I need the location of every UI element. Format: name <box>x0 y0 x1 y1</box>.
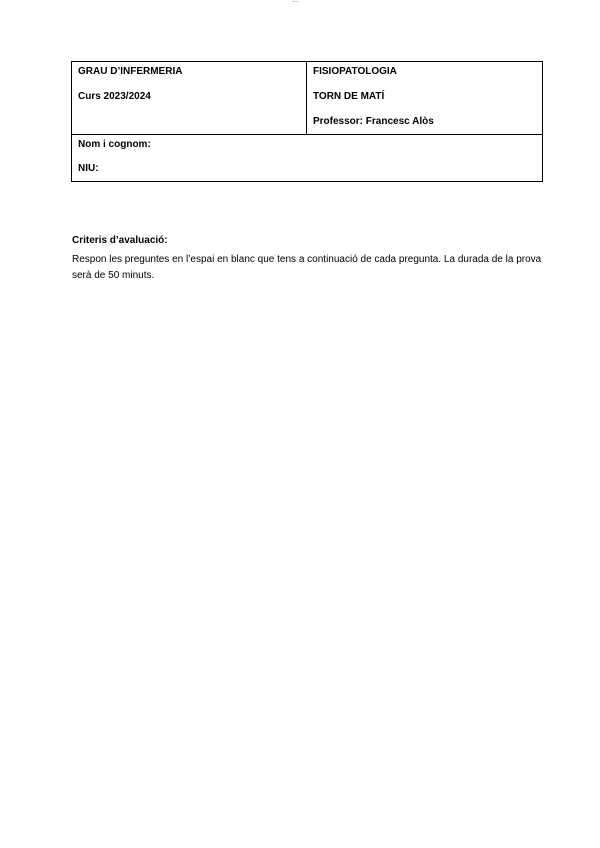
exam-info-table <box>71 61 543 182</box>
exam-info-row <box>72 62 543 135</box>
name-field-label: Nom i cognom: <box>78 139 151 150</box>
subject-label: FISIOPATOLOGIA <box>313 66 397 77</box>
evaluation-criteria <box>72 235 546 284</box>
page-header-mark: ---- <box>292 0 299 5</box>
course-label: Curs 2023/2024 <box>78 91 151 102</box>
student-info-cell <box>72 135 543 182</box>
student-info-row <box>72 135 543 182</box>
criteria-title: Criteris d’avaluació: <box>72 235 168 246</box>
professor-label: Professor: Francesc Alòs <box>313 116 434 127</box>
degree-label: GRAU D’INFERMERIA <box>78 66 183 77</box>
subject-cell <box>307 62 543 135</box>
niu-field-label: NIU: <box>78 163 99 174</box>
degree-course-cell <box>72 62 307 135</box>
criteria-text: Respon les preguntes en l’espai en blanc que tens a continuació de cada pregunta. La durada de la prova serà de 50 minuts. <box>72 254 542 281</box>
shift-label: TORN DE MATÍ <box>313 91 385 102</box>
